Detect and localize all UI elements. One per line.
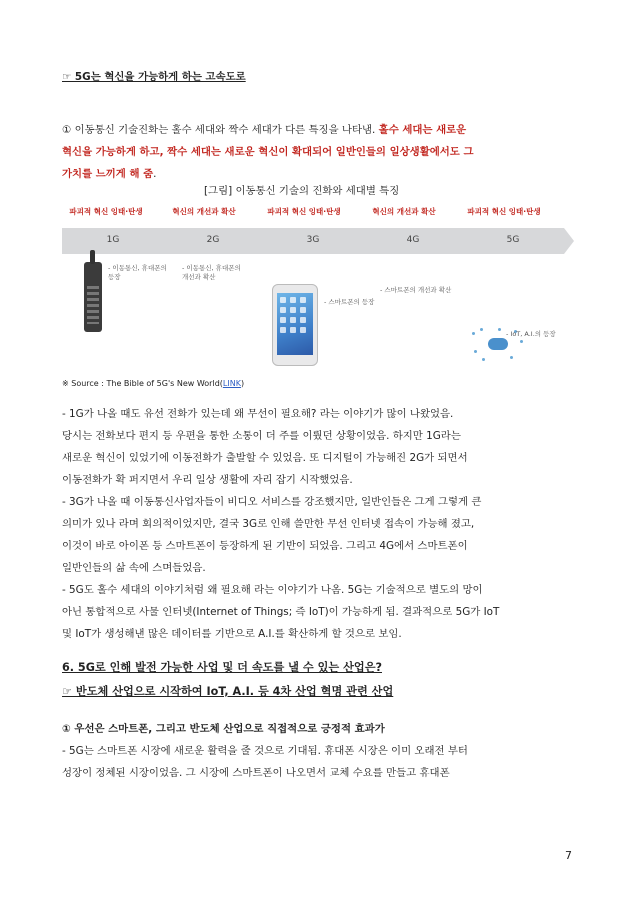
source-link[interactable]: LINK — [222, 379, 241, 388]
body-line: 이동전화가 확 퍼지면서 우리 일상 생활에 자리 잡기 시작했었음. — [62, 474, 353, 486]
body-line: - 1G가 나올 때도 유선 전화가 있는데 왜 무선이 필요해? 라는 이야기가 많이 나왔었음. — [62, 408, 454, 420]
figure-caption: [그림] 이동통신 기술의 진화와 세대별 특징 — [204, 185, 400, 197]
intro-highlight: 홀수 세대는 새로운 — [378, 124, 467, 136]
body-line: 아닌 통합적으로 사물 인터넷(Internet of Things; 즉 IoT)이 가능하게 됨. 결과적으로 5G가 IoT — [62, 606, 500, 618]
era-label-3g: 파괴적 혁신 잉태·탄생 — [267, 207, 341, 216]
section-6-subheading: ☞ 반도체 산업으로 시작하여 IoT, A.I. 등 4차 산업 혁명 관련 산업 — [62, 685, 394, 698]
arrow-1g — [62, 228, 164, 254]
page-number: 7 — [565, 849, 572, 862]
source-prefix: ※ Source : The Bible of 5G's New World( — [62, 379, 223, 388]
section-heading: ☞ 5G는 혁신을 가능하게 하는 고속도로 — [62, 71, 246, 83]
body-line: - 5G도 홀수 세대의 이야기처럼 왜 필요해 라는 이야기가 나옴. 5G는 기술적으로 별도의 망이 — [62, 584, 483, 596]
intro-period: . — [153, 168, 157, 180]
arrow-2g — [162, 228, 264, 254]
body-line: 성장이 정체된 시장이었음. 그 시장에 스마트폰이 나오면서 교체 수요를 만들고 휴대폰 — [62, 767, 450, 779]
era-label-2g: 혁신의 개선과 확산 — [172, 207, 236, 216]
intro-line-2: 혁신을 가능하게 하고, 짝수 세대는 새로운 혁신이 확대되어 일반인들의 일상생활에서도 그 — [62, 146, 474, 158]
note-2g: - 이동통신, 휴대폰의 개선과 확산 — [182, 264, 241, 281]
era-label-5g: 파괴적 혁신 잉태·탄생 — [467, 207, 541, 216]
era-label-1g: 파괴적 혁신 잉태·탄생 — [69, 207, 143, 216]
arrow-4g — [362, 228, 464, 254]
body-line: 이것이 바로 아이폰 등 스마트폰이 등장하게 된 기반이 되었음. 그리고 4G에서 스마트폰이 — [62, 540, 468, 552]
smartphone-icon — [272, 284, 318, 366]
note-3g: - 스마트폰의 등장 — [324, 298, 375, 306]
arrow-3g — [262, 228, 364, 254]
note-5g: - IoT, A.I.의 등장 — [506, 330, 556, 338]
source-line — [62, 378, 244, 390]
intro-line-3 — [62, 167, 156, 183]
gen-label-4g: 4G — [406, 235, 420, 245]
note-1g: - 이동통신, 휴대폰의 등장 — [108, 264, 167, 281]
body-line: 의미가 있나 라며 회의적이었지만, 결국 3G로 인해 쓸만한 무선 인터넷 접속이 가능해 졌고, — [62, 518, 475, 530]
body-line: 일반인들의 삶 속에 스며들었음. — [62, 562, 206, 574]
body-line: - 3G가 나올 때 이동통신사업자들이 비디오 서비스를 강조했지만, 일반인들은 그게 그렇게 큰 — [62, 496, 482, 508]
gen-label-2g: 2G — [206, 235, 220, 245]
gen-label-1g: 1G — [106, 235, 120, 245]
intro-highlight-end: 가치를 느끼게 해 줌 — [62, 168, 154, 180]
body-line: 및 IoT가 생성해낸 많은 데이터를 기반으로 A.I.를 확산하게 할 것으로 보임. — [62, 628, 402, 640]
gen-label-3g: 3G — [306, 235, 320, 245]
generation-evolution-figure — [62, 206, 562, 366]
body-line: 당시는 전화보다 편지 등 우편을 통한 소통이 더 주를 이뤘던 상황이었음. 하지만 1G라는 — [62, 430, 461, 442]
intro-text: ① 이동통신 기술진화는 홀수 세대와 짝수 세대가 다른 특징을 나타냄. — [62, 124, 379, 136]
gen-label-5g: 5G — [506, 235, 520, 245]
mobile-phone-1g-icon — [84, 262, 102, 332]
source-suffix: ) — [240, 379, 245, 388]
era-label-4g: 혁신의 개선과 확산 — [372, 207, 436, 216]
note-4g: - 스마트폰의 개선과 확산 — [380, 286, 452, 294]
subsection-heading: ① 우선은 스마트폰, 그리고 반도체 산업으로 직접적으로 긍정적 효과가 — [62, 723, 385, 735]
body-line: - 5G는 스마트폰 시장에 새로운 활력을 줄 것으로 기대됨. 휴대폰 시장은 이미 오래전 부터 — [62, 745, 468, 757]
arrow-5g — [462, 228, 564, 254]
intro-line-1 — [62, 123, 466, 139]
body-line: 새로운 혁신이 있었기에 이동전화가 출발할 수 있었음. 또 디지털이 가능해진 2G가 되면서 — [62, 452, 468, 464]
section-6-heading: 6. 5G로 인해 발전 가능한 사업 및 더 속도를 낼 수 있는 산업은? — [62, 661, 382, 674]
